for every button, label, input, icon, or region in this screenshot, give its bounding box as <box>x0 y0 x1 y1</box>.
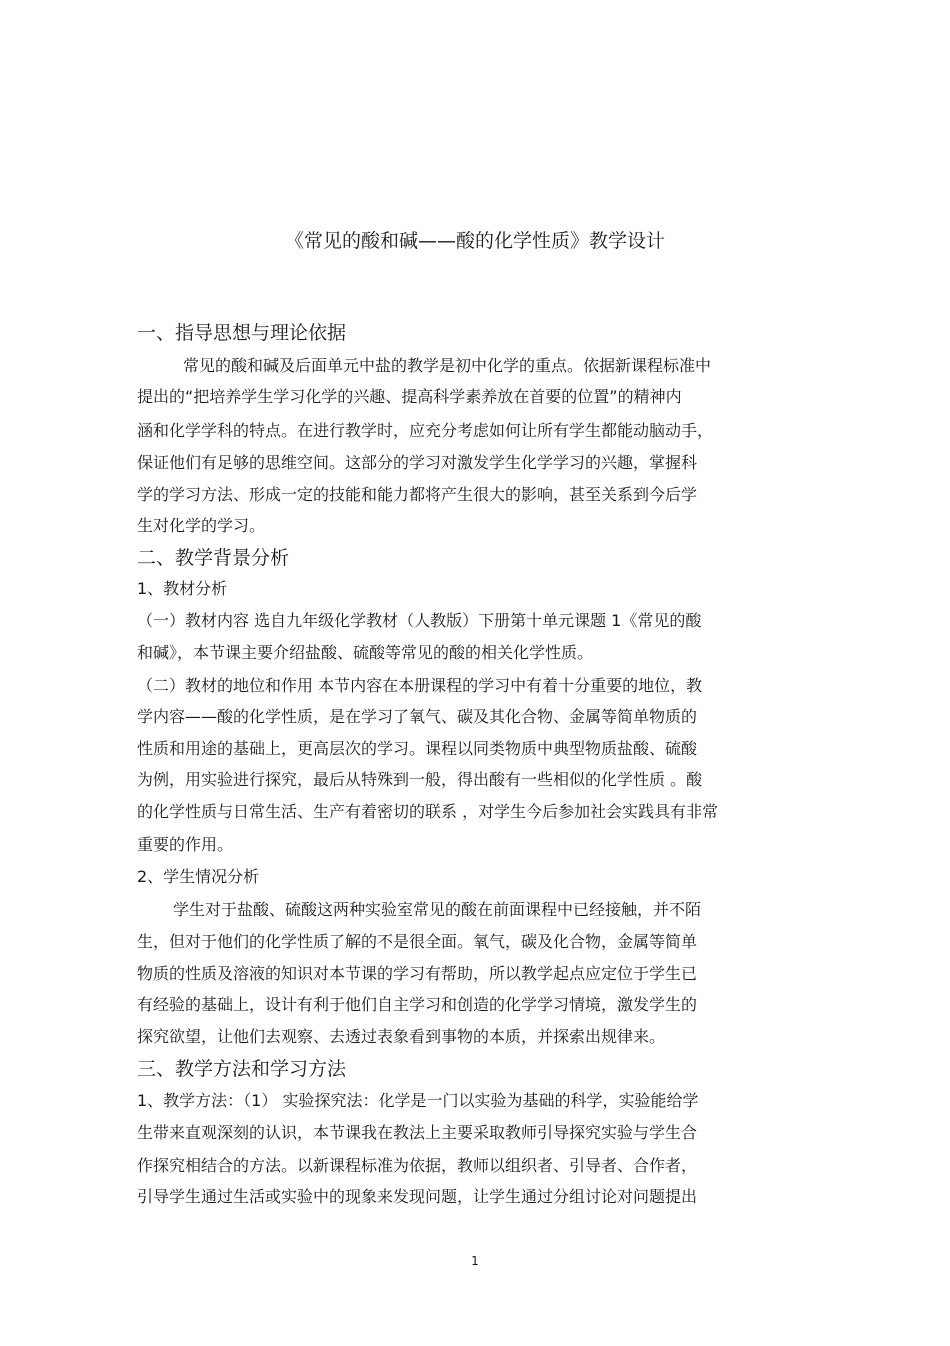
paragraph-line: 作探究相结合的方法。以新课程标准为依据，教师以组织者、引导者、合作者， <box>137 1156 698 1175</box>
page-number: 1 <box>471 1254 479 1268</box>
paragraph-line: 探究欲望，让他们去观察、去透过表象看到事物的本质，并探索出规律来。 <box>137 1027 666 1046</box>
paragraph-line: 重要的作用。 <box>137 835 234 854</box>
paragraph-line: 涵和化学学科的特点。在进行教学时，应充分考虑如何让所有学生都能动脑动手， <box>137 421 714 440</box>
paragraph-line: 1、教学方法：（1） 实验探究法：化学是一门以实验为基础的科学，实验能给学 <box>137 1091 699 1110</box>
paragraph-line: 有经验的基础上，设计有利于他们自主学习和创造的化学学习情境，激发学生的 <box>137 995 698 1014</box>
paragraph-line: 学生对于盐酸、硫酸这两种实验室常见的酸在前面课程中已经接触，并不陌 <box>173 900 702 919</box>
paragraph-line: 保证他们有足够的思维空间。这部分的学习对激发学生化学学习的兴趣，掌握科 <box>137 453 698 472</box>
subsection-heading-student-analysis: 2、学生情况分析 <box>137 867 260 886</box>
paragraph-line: 和碱》，本节课主要介绍盐酸、硫酸等常见的酸的相关化学性质。 <box>137 643 594 662</box>
paragraph-line: 生带来直观深刻的认识，本节课我在教法上主要采取教师引导探究实验与学生合 <box>137 1123 698 1142</box>
paragraph-line: 的化学性质与日常生活、生产有着密切的联系 ，对学生今后参加社会实践具有非常 <box>137 802 719 821</box>
section-heading-background-analysis: 二、教学背景分析 <box>137 547 290 569</box>
paragraph-line: 常见的酸和碱及后面单元中盐的教学是初中化学的重点。依据新课程标准中 <box>183 356 712 375</box>
paragraph-line: 生对化学的学习。 <box>137 516 266 535</box>
paragraph-line: 学内容——酸的化学性质，是在学习了氧气、碳及其化合物、金属等简单物质的 <box>137 707 698 726</box>
paragraph-line: 生，但对于他们的化学性质了解的不是很全面。氧气，碳及化合物，金属等简单 <box>137 932 698 951</box>
paragraph-line: 提出的“把培养学生学习化学的兴趣、提高科学素养放在首要的位置”的精神内 <box>137 387 682 406</box>
paragraph-line: 引导学生通过生活或实验中的现象来发现问题，让学生通过分组讨论对问题提出 <box>137 1187 698 1206</box>
paragraph-line: （一）教材内容 选自九年级化学教材（人教版）下册第十单元课题 1《常见的酸 <box>137 611 702 630</box>
paragraph-line: 物质的性质及溶液的知识对本节课的学习有帮助，所以教学起点应定位于学生已 <box>137 964 698 983</box>
paragraph-line: 为例，用实验进行探究，最后从特殊到一般，得出酸有一些相似的化学性质 。酸 <box>137 770 703 789</box>
paragraph-line: 学的学习方法、形成一定的技能和能力都将产生很大的影响，甚至关系到今后学 <box>137 485 698 504</box>
paragraph-line: 性质和用途的基础上，更高层次的学习。课程以同类物质中典型物质盐酸、硫酸 <box>137 739 698 758</box>
paragraph-line: （二）教材的地位和作用 本节内容在本册课程的学习中有着十分重要的地位，教 <box>137 676 703 695</box>
section-heading-methods: 三、教学方法和学习方法 <box>137 1058 347 1080</box>
section-heading-guiding-ideas: 一、指导思想与理论依据 <box>137 322 347 344</box>
subsection-heading-textbook-analysis: 1、教材分析 <box>137 579 228 598</box>
document-title: 《常见的酸和碱——酸的化学性质》教学设计 <box>284 230 665 252</box>
